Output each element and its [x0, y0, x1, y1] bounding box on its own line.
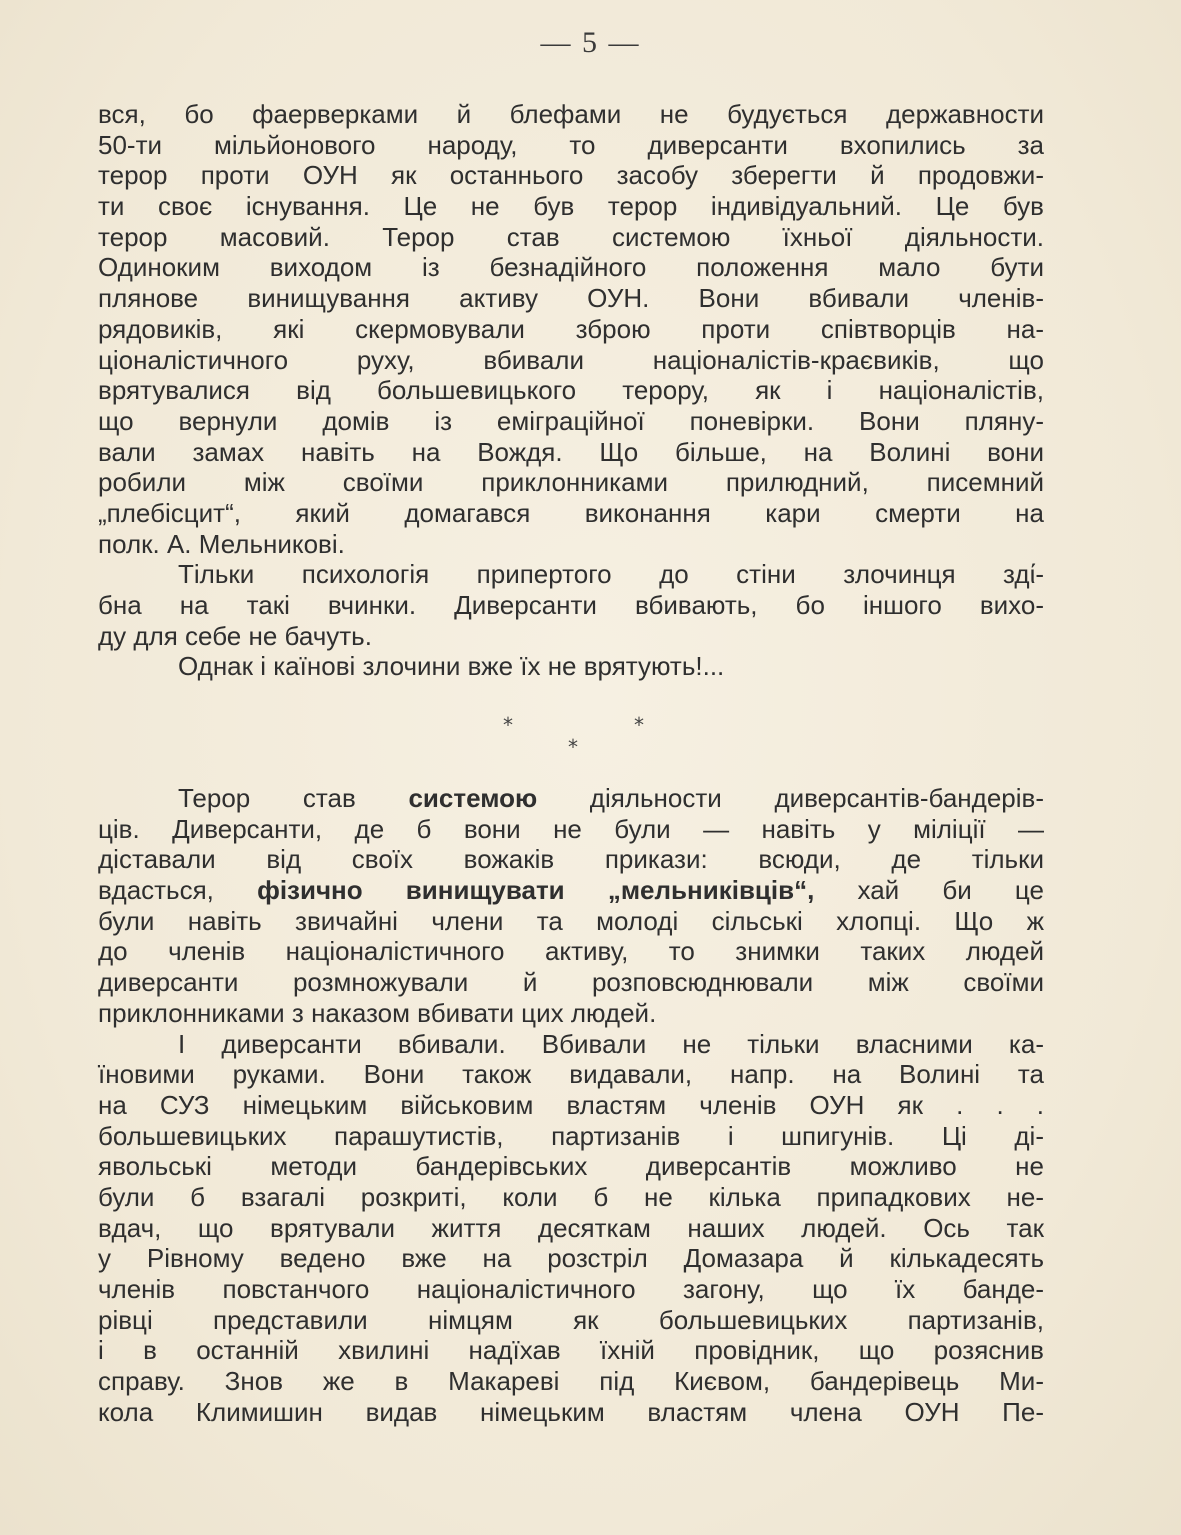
text-line: „плебісцит“, який домагався виконання кари смерти на [98, 497, 1044, 528]
text-line [98, 783, 1044, 814]
text-line: Одиноким виходом із безнадійного положення мало бути [98, 252, 1044, 283]
text-line: кола Климишин видав німецьким властям члена ОУН Пе- [98, 1396, 1044, 1427]
text-line: ців. Диверсанти, де б вони не були — навіть у міліції — [98, 813, 1044, 844]
text-line: Однак і каїнові злочини вже їх не врятують!... [178, 651, 725, 682]
text-line: і в останній хвилині надїхав їхній провідник, що розяснив [98, 1335, 1044, 1366]
text-line: большевицьких парашутистів, партизанів і шпигунів. Ці ді- [98, 1120, 1044, 1151]
bold-text-run: фізично винищувати „мельниківців“, [257, 875, 815, 906]
text-run: вдасться, [98, 875, 258, 906]
text-line: диверсанти розмножували й розповсюднювали між своїми [98, 967, 1044, 998]
bold-text-run: системою [408, 783, 538, 813]
text-line: робили між своїми приклонниками прилюдний, писемний [98, 467, 1044, 498]
star-ornament: * [568, 735, 578, 759]
text-line: членів повстанчого націоналістичного загону, що їх банде- [98, 1274, 1044, 1304]
text-line: І диверсанти вбивали. Вбивали не тільки власними ка- [178, 1028, 1044, 1059]
text-line: 50-ти мільйонового народу, то диверсанти вхопились за [98, 129, 1044, 160]
text-line: були навіть звичайні члени та молоді сільські хлопці. Що ж [98, 905, 1044, 936]
text-line: діставали від своїх вожаків прикази: всюди, де тільки [98, 844, 1044, 875]
text-line: плянове винищування активу ОУН. Вони вбивали членів- [98, 283, 1044, 314]
text-line: у Рівному ведено вже на розстріл Домазара й кількадесять [98, 1243, 1044, 1274]
text-line: явольські методи бандерівських диверсантів можливо не [98, 1151, 1044, 1182]
text-line: ти своє існування. Це не був терор індивідуальний. Це був [98, 191, 1044, 222]
text-line: були б взагалі розкриті, коли б не кілька припадкових не- [98, 1181, 1044, 1212]
text-line: їновими руками. Вони також видавали, напр. на Волині та [98, 1059, 1044, 1090]
text-block-1 [98, 99, 1044, 682]
text-line: що вернули домів із еміграційної поневірки. Вони пляну- [98, 405, 1044, 436]
text-line: до членів націоналістичного активу, то знимки таких людей [98, 936, 1044, 967]
text-line: Тільки психологія припертого до стіни злочинця здί- [178, 559, 1044, 590]
text-line: рядовиків, які скермовували зброю проти співтворців на- [98, 313, 1044, 344]
text-line: вали замах навіть на Вождя. Що більше, на Волині вони [98, 436, 1044, 467]
text-line [98, 875, 1044, 906]
text-line: терор масовий. Терор став системою їхньої діяльности. [98, 221, 1044, 252]
text-line: ціоналістичного руху, вбивали націоналістів-краєвиків, що [98, 344, 1044, 375]
text-block-2 [98, 783, 1044, 1427]
text-line: рівці представили німцям як большевицьких партизанів, [98, 1304, 1044, 1335]
star-ornament: * [503, 713, 513, 737]
text-line: терор проти ОУН як останнього засобу зберегти й продовжи- [98, 160, 1044, 191]
text-run: Терор став [178, 783, 409, 813]
text-line: ду для себе не бачуть. [98, 620, 372, 651]
text-line: приклонниками з наказом вбивати цих людей. [98, 997, 657, 1028]
text-line: на СУЗ німецьким військовим властям членів ОУН як . . . [98, 1089, 1044, 1120]
page-number: — 5 — [540, 26, 641, 59]
text-line: вдач, що врятували життя десяткам наших людей. Ось так [98, 1212, 1044, 1243]
star-ornament: * [634, 713, 644, 737]
text-line: справу. Знов же в Макареві під Києвом, бандерівець Ми- [98, 1366, 1044, 1397]
text-line: бна на такі вчинки. Диверсанти вбивають, бо іншого вихо- [98, 590, 1044, 620]
text-run: діяльности диверсантів-бандерів- [537, 783, 1044, 813]
text-run: хай би це [814, 875, 1044, 906]
text-line: полк. А. Мельникові. [98, 528, 345, 559]
text-line: врятувалися від большевицького терору, як і націоналістів, [98, 375, 1044, 406]
text-line: вся, бо фаерверками й блефами не будується державности [98, 99, 1044, 129]
